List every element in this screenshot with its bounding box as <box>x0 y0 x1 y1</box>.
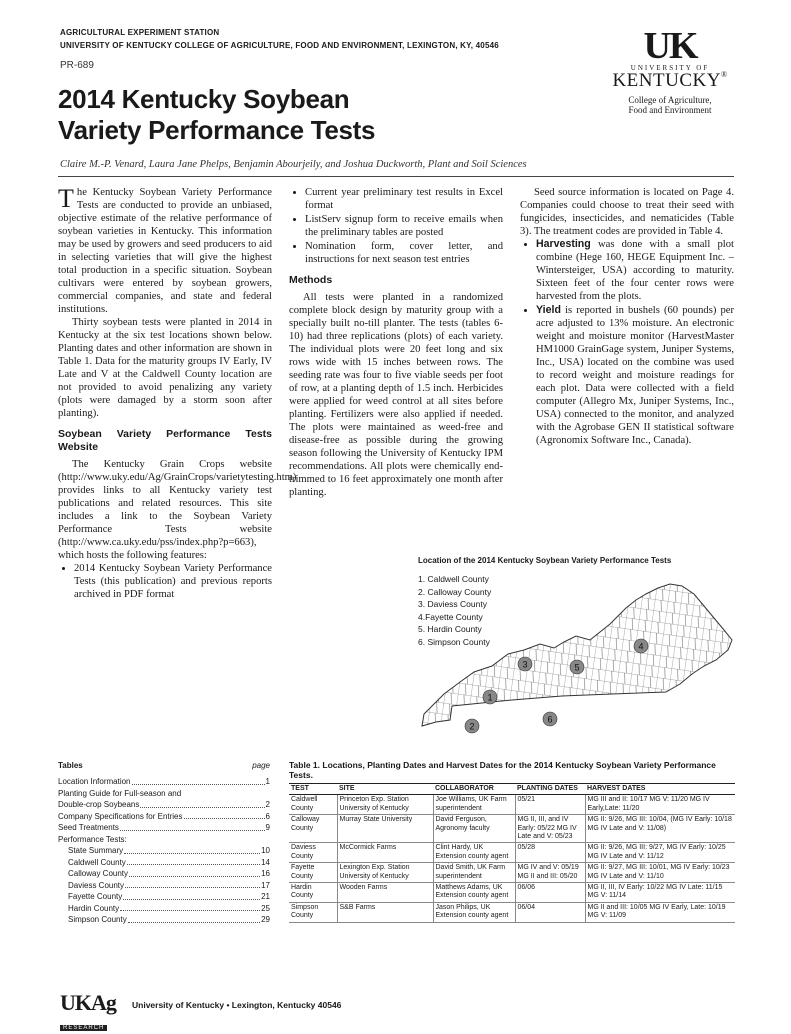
site-marker-6 <box>543 712 557 726</box>
list-item: • Current year preliminary test results in Excel format <box>305 186 503 212</box>
ukag-research-logo <box>60 990 116 1034</box>
legend-item: 3. Daviess County <box>418 599 487 609</box>
locations-table <box>289 783 735 923</box>
table-cell: MG II: 9/26, MG III: 9/27, MG IV Early: 10/25 MG IV Late and V: 11/12 <box>585 843 735 863</box>
site-marker-label: 4 <box>638 641 644 652</box>
site-marker-label: 5 <box>574 662 580 673</box>
list-item: • ListServ signup form to receive emails when the preliminary tables are posted <box>305 213 503 239</box>
table-cell: MG II: 9/26, MG III: 10/04, (MG IV Early: 10/18 MG IV Late and V: 11/08) <box>585 815 735 843</box>
list-item: • 2014 Kentucky Soybean Variety Performance Tests (this publication) and previous reports archived in PDF format <box>74 562 272 601</box>
uk-logo-small-text: UNIVERSITY OF <box>630 64 710 72</box>
table-cell: David Smith, UK Farm superintendent <box>433 863 515 883</box>
table-cell: Princeton Exp. Station University of Kentucky <box>337 795 433 815</box>
toc-entry: Planting Guide for Full-season and <box>58 788 182 798</box>
table-cell: MG II: 9/27, MG III: 10/01, MG IV Early: 10/23 MG IV Late and V: 11/10 <box>585 863 735 883</box>
harvesting-label: Harvesting <box>536 238 591 250</box>
uk-logo <box>610 24 730 115</box>
tables-toc <box>58 760 270 926</box>
footer-address: University of Kentucky • Lexington, Kentucky 40546 <box>132 1000 342 1010</box>
legend-item: 6. Simpson County <box>418 636 490 647</box>
legend-item: 2. Calloway County <box>418 586 492 597</box>
table-row <box>289 863 735 883</box>
authors: Claire M.-P. Venard, Laura Jane Phelps, Benjamin Abourjeily, and Joshua Duckworth, Plant and Soil Sciences <box>60 159 527 170</box>
column-2 <box>289 186 503 499</box>
toc-page-label: page <box>252 761 270 770</box>
site-marker-label: 6 <box>547 714 553 725</box>
column-header: SITE <box>337 784 433 795</box>
table-cell: MG III and II: 10/17 MG V: 11/20 MG IV Early,Late: 11/20 <box>585 795 735 815</box>
table-cell: S&B Farms <box>337 902 433 922</box>
publication-number: PR-689 <box>60 60 94 71</box>
intro-paragraph: he Kentucky Soybean Variety Performance Tests are conducted to provide an unbiased, objective estimate of the relative performance of soybean varieties in Kentucky. This information may be used by growers and seed producers to aid in selecting varieties that will give the highest total production in a specific situation. Soybean cultivars were entered by soybean growers, commercial companies, and state and federal institutions. <box>58 187 272 315</box>
uk-logo-name: KENTUCKY <box>612 70 721 91</box>
ukag-logo-mark: UKAg <box>60 990 116 1015</box>
methods-list <box>520 238 734 447</box>
kentucky-county-map <box>412 554 742 736</box>
list-item <box>536 304 734 447</box>
table-cell: Joe Williams, UK Farm superintendent <box>433 795 515 815</box>
table-cell: 05/28 <box>515 843 585 863</box>
website-paragraph: The Kentucky Grain Crops website (http://www.uky.edu/Ag/GrainCrops/varietytesting.htm) provides links to all Kentucky variety test publications and related resources. This site includes a link to the Soybean Variety Performance Tests website (http://www.ca.uky.edu/pss/index.php?p=663), which hosts the following features: <box>58 459 297 561</box>
toc-entry: Location Information 1 <box>58 777 270 786</box>
table-1-caption: Table 1. Locations, Planting Dates and Harvest Dates for the 2014 Kentucky Soybean Variety Performance Tests. <box>289 760 716 780</box>
tests-paragraph: Thirty soybean tests were planted in 2014 in Kentucky at the six test locations shown below. Planting dates and other information are shown in Table 1. Data for the maturity groups IV Early, IV Late and V at the Caldwell County location are not provided to avoid penalizing any variety (plots were damaged by a storm soon after planting). <box>58 317 272 419</box>
list-item <box>536 238 734 303</box>
website-feature-list <box>58 562 272 601</box>
table-row <box>289 883 735 903</box>
table-cell: Simpson County <box>289 902 337 922</box>
methods-heading: Methods <box>289 274 333 286</box>
table-cell: David Ferguson, Agronomy faculty <box>433 815 515 843</box>
title-line1: 2014 Kentucky Soybean <box>58 84 350 114</box>
college-name-line1: College of Agriculture, <box>628 95 712 105</box>
header-station: AGRICULTURAL EXPERIMENT STATION <box>60 28 220 37</box>
table-cell: Fayette County <box>289 863 337 883</box>
location-map <box>412 554 742 736</box>
table-cell: MG II and III: 10/05 MG IV Early, Late: 10/19 MG V: 11/09 <box>585 902 735 922</box>
feature-list-continued <box>289 186 503 266</box>
legend-item: 4.Fayette County <box>418 611 483 622</box>
column-header: PLANTING DATES <box>515 784 585 795</box>
uk-logo-mark: UK <box>643 25 697 67</box>
drop-cap: T <box>58 184 74 213</box>
table-header-row <box>289 784 735 795</box>
list-item: • Nomination form, cover letter, and instructions for next season test entries <box>305 240 503 266</box>
kentucky-outline <box>422 584 732 726</box>
toc-entry: Daviess County 17 <box>68 880 270 890</box>
table-cell: Hardin County <box>289 883 337 903</box>
seed-source-paragraph: Seed source information is located on Page 4. Companies could choose to treat their seed with fungicides, insecticides, and nematicides (Table 3). The treatment codes are provided in Table 4. <box>520 187 734 237</box>
header-university: UNIVERSITY OF KENTUCKY COLLEGE OF AGRICULTURE, FOOD AND ENVIRONMENT, LEXINGTON, KY, 40546 <box>60 41 499 50</box>
table-row <box>289 902 735 922</box>
site-marker-4 <box>634 639 648 653</box>
registered-mark: ® <box>720 70 728 79</box>
research-label: RESEARCH <box>60 1025 107 1031</box>
toc-entry: Calloway County 16 <box>68 869 270 878</box>
toc-entry: State Summary 10 <box>68 846 270 855</box>
map-title: Location of the 2014 Kentucky Soybean Variety Performance Tests <box>418 556 672 565</box>
table-cell: Calloway County <box>289 815 337 843</box>
column-1 <box>58 184 297 602</box>
toc-title: Tables <box>58 761 83 770</box>
yield-text: is reported in bushels (60 pounds) per acre adjusted to 13% moisture. An electronic weight and moisture monitor (HarvestMaster HM1000 GrainGage system, Juniper Systems, Inc., USA) located on the combine was used to record weight and moisture readings for each plot. Data were collected with a field computer (Allegro Mx, Juniper Systems, Inc., USA) connected to the monitor, and analyzed with the Agrobase GEN II statistical software (Agronomix Software Inc., Canada). <box>536 305 734 446</box>
harvesting-text: was done with a small plot combine (Hege 160, HEGE Equipment Inc. –Wintersteiger, USA) according to maturity. Sixteen feet of the four center rows were harvested from the plots. <box>536 239 734 302</box>
table-cell: MG II, III, IV Early: 10/22 MG IV Late: 11/15 MG V: 11/14 <box>585 883 735 903</box>
college-name-line2: Food and Environment <box>628 105 712 115</box>
toc-entry: Double-crop Soybeans 2 <box>58 800 270 809</box>
table-row <box>289 795 735 815</box>
column-header: COLLABORATOR <box>433 784 515 795</box>
table-cell: Lexington Exp. Station University of Kentucky <box>337 863 433 883</box>
table-cell: 05/21 <box>515 795 585 815</box>
table-cell: Wooden Farms <box>337 883 433 903</box>
toc-entry: Caldwell County 14 <box>68 857 270 867</box>
legend-item: 5. Hardin County <box>418 624 482 634</box>
table-cell: MG II, III, and IV Early: 05/22 MG IV Late and V: 05/23 <box>515 815 585 843</box>
table-cell: Jason Philips, UK Extension county agent <box>433 902 515 922</box>
toc-entry: Performance Tests: <box>58 834 127 844</box>
site-marker-3 <box>518 657 532 671</box>
page-title <box>58 84 375 146</box>
table-cell: Caldwell County <box>289 795 337 815</box>
title-rule <box>58 176 734 177</box>
website-heading: Soybean Variety Performance Tests Website <box>58 428 272 453</box>
toc-entry: Company Specifications for Entries 6 <box>58 811 270 821</box>
methods-paragraph: All tests were planted in a randomized complete block design by maturity group with a specially built no-till planter. The tests (tables 6-10) had three replications (plots) of each variety. The individual plots were 20 feet long and six rows wide with 15 inches between rows. The seeding rate was four to five viable seeds per foot of row, at a planting depth of 1.5 inch. Herbicides were applied for weed control at all sites before planting. Fertilizers were also applied if needed. The plots were maintained as weed-free and disease-free as possible during the growing season following the University of Kentucky IPM recommendations. All plots were chemically end-trimmed to 16 feet approximately one month after planting. <box>289 292 503 498</box>
site-marker-2 <box>465 719 479 733</box>
table-cell: Daviess County <box>289 843 337 863</box>
table-cell: Murray State University <box>337 815 433 843</box>
table-cell: Matthews Adams, UK Extension county agent <box>433 883 515 903</box>
toc-entry: Seed Treatments 9 <box>58 823 270 832</box>
toc-entry: Fayette County 21 <box>68 892 270 901</box>
yield-label: Yield <box>536 304 561 316</box>
table-cell: McCormick Farms <box>337 843 433 863</box>
table-cell: Clint Hardy, UK Extension county agent <box>433 843 515 863</box>
site-marker-label: 2 <box>469 721 475 732</box>
table-1 <box>289 760 735 923</box>
table-cell: MG IV and V: 05/19 MG II and III: 05/20 <box>515 863 585 883</box>
table-cell: 06/04 <box>515 902 585 922</box>
site-marker-1 <box>483 690 497 704</box>
table-cell: 06/06 <box>515 883 585 903</box>
column-3 <box>520 186 734 448</box>
site-marker-label: 3 <box>522 659 528 670</box>
title-line2: Variety Performance Tests <box>58 115 376 145</box>
column-header: TEST <box>289 784 337 795</box>
toc-entry: Simpson County 29 <box>68 915 270 924</box>
table-row <box>289 843 735 863</box>
site-marker-5 <box>570 660 584 674</box>
site-marker-label: 1 <box>487 692 493 703</box>
table-row <box>289 815 735 843</box>
column-header: HARVEST DATES <box>585 784 735 795</box>
toc-entry: Hardin County 25 <box>68 903 270 913</box>
legend-item: 1. Caldwell County <box>418 574 489 584</box>
